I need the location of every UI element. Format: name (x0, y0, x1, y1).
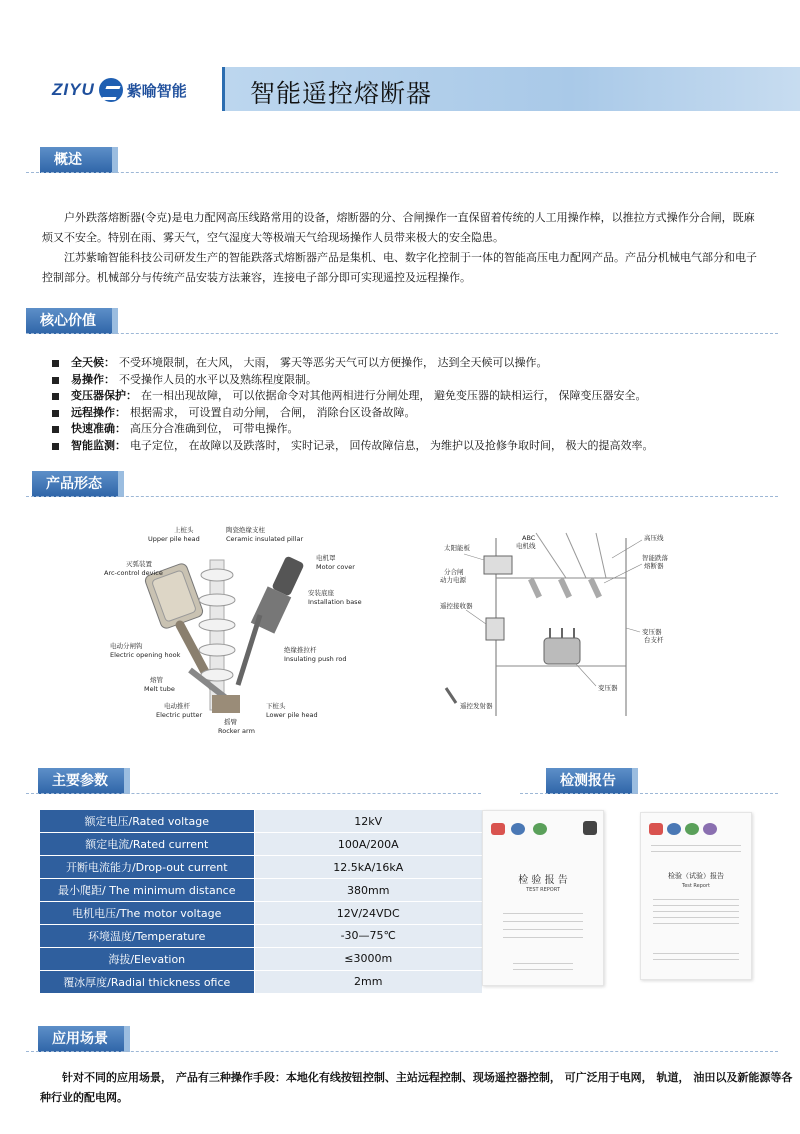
overview-text (42, 208, 762, 288)
svg-text:Electric opening hook: Electric opening hook (110, 651, 181, 659)
svg-text:电机线: 电机线 (516, 542, 536, 550)
parameter-table (40, 810, 482, 994)
svg-text:电动分闸钩: 电动分闸钩 (110, 642, 143, 650)
svg-text:Lower pile head: Lower pile head (266, 711, 318, 719)
param-value: 2mm (254, 970, 482, 993)
core-value-text: 不受环境限制，在大风， 大雨， 雾天等恶劣天气可以方便操作， 达到全天候可以操作。 (119, 356, 548, 369)
section-heading-product-form: 产品形态 (32, 471, 118, 497)
param-value: ≤3000m (254, 947, 482, 970)
bullet-square-icon (52, 393, 59, 400)
page-title: 智能遥控熔断器 (250, 79, 433, 108)
param-value: 380mm (254, 879, 482, 902)
section-divider (26, 496, 778, 497)
section-divider (26, 1051, 778, 1052)
test-report-right (640, 812, 752, 980)
report-subtitle: TEST REPORT (526, 887, 560, 893)
param-key: 覆冰厚度/Radial thickness ofice (40, 970, 254, 993)
page-header (0, 63, 800, 113)
svg-text:下桩头: 下桩头 (266, 702, 286, 710)
core-value-item (52, 421, 772, 438)
section-heading-overview: 概述 (40, 147, 112, 173)
cma-badge-icon (491, 823, 505, 835)
table-row (40, 833, 482, 856)
svg-text:智能跌落: 智能跌落 (642, 554, 668, 562)
svg-text:灭弧装置: 灭弧装置 (126, 560, 152, 568)
core-value-item (52, 438, 772, 455)
svg-text:变压器: 变压器 (598, 684, 618, 692)
svg-text:Melt tube: Melt tube (144, 685, 175, 693)
core-value-text: 电子定位， 在故障以及跌落时， 实时记录， 回传故障信息， 为维护以及抢修争取时间， 极大的提高效率。 (130, 438, 654, 452)
overview-paragraph-2: 江苏紫喻智能科技公司研发生产的智能跌落式熔断器产品是集机、电、数字化控制于一体的智能高压电力配网产品。产品分机械电气部分和电子控制部分。机械部分与传统产品安装方法兼容，连接电子部分即可实现遥控及远程操作。 (42, 251, 757, 284)
table-row (40, 879, 482, 902)
table-row (40, 902, 482, 925)
svg-text:变压器: 变压器 (642, 628, 662, 636)
test-report-left (482, 810, 604, 986)
logo-chinese: 紫喻智能 (126, 81, 187, 100)
overview-paragraph-1: 户外跌落熔断器(令克)是电力配网高压线路常用的设备，熔断器的分、合闸操作一直保留着传统的人工用操作棒，以推拉方式操作分合闸，既麻烦又不安全。特别在雨、雾天气，空气湿度大等极端天气给现场操作人员带来极大的安全隐患。 (42, 211, 755, 244)
section-divider (26, 172, 778, 173)
core-value-term: 智能监测： (71, 438, 126, 452)
product-structure-diagram (100, 520, 370, 742)
report-title: 检验（试验）报告 (668, 872, 724, 880)
svg-text:陶瓷绝缘支柱: 陶瓷绝缘支柱 (226, 526, 265, 534)
svg-text:太阳能板: 太阳能板 (444, 544, 470, 552)
svg-text:Motor cover: Motor cover (316, 563, 355, 571)
ilac-badge-icon (533, 823, 547, 835)
svg-text:ABC: ABC (522, 534, 536, 542)
title-bar (222, 67, 800, 111)
section-divider (520, 793, 778, 794)
param-value: 12kV (254, 810, 482, 833)
table-row (40, 947, 482, 970)
param-key: 环境温度/Temperature (40, 924, 254, 947)
svg-text:Ceramic insulated pillar: Ceramic insulated pillar (226, 535, 304, 543)
param-value: -30—75℃ (254, 924, 482, 947)
param-key: 海拔/Elevation (40, 947, 254, 970)
report-subtitle: Test Report (681, 883, 710, 889)
core-value-list (52, 355, 772, 454)
svg-text:熔管: 熔管 (150, 676, 163, 684)
table-row (40, 810, 482, 833)
cert-badge-icon (703, 823, 717, 835)
param-value: 12V/24VDC (254, 902, 482, 925)
section-heading-core-value: 核心价值 (26, 308, 112, 334)
core-value-text: 根据需求， 可设置自动分闸， 合闸， 消除台区设备故障。 (130, 405, 416, 419)
ilac-badge-icon (685, 823, 699, 835)
core-value-text: 不受操作人员的水平以及熟练程度限制。 (119, 372, 317, 386)
param-key: 额定电压/Rated voltage (40, 810, 254, 833)
core-value-term: 变压器保护： (71, 389, 137, 402)
core-value-item (52, 388, 772, 405)
core-value-term: 全天候： (71, 356, 115, 369)
company-logo (52, 77, 202, 103)
svg-text:电动推杆: 电动推杆 (164, 702, 190, 710)
svg-text:Arc-control device: Arc-control device (104, 569, 163, 577)
section-divider (26, 333, 778, 334)
param-value: 100A/200A (254, 833, 482, 856)
table-row (40, 924, 482, 947)
svg-text:台支杆: 台支杆 (644, 636, 664, 644)
svg-text:Upper pile head: Upper pile head (148, 535, 200, 543)
application-text (40, 1068, 796, 1108)
core-value-item (52, 372, 772, 389)
svg-text:摇臂: 摇臂 (224, 718, 237, 726)
svg-text:Installation base: Installation base (308, 598, 362, 606)
svg-text:Insulating push rod: Insulating push rod (284, 655, 347, 663)
svg-text:安装底座: 安装底座 (308, 589, 334, 597)
svg-text:动力电源: 动力电源 (440, 576, 466, 584)
param-key: 开断电流能力/Drop-out current (40, 856, 254, 879)
table-row (40, 856, 482, 879)
cma-badge-icon (649, 823, 663, 835)
section-divider (26, 793, 481, 794)
core-value-item (52, 355, 772, 372)
core-value-term: 易操作： (71, 372, 115, 386)
svg-text:熔断器: 熔断器 (644, 562, 664, 570)
svg-text:Electric putter: Electric putter (156, 711, 203, 719)
bullet-square-icon (52, 426, 59, 433)
svg-text:绝缘推拉杆: 绝缘推拉杆 (284, 646, 317, 654)
bullet-square-icon (52, 410, 59, 417)
cnas-badge-icon (511, 823, 525, 835)
core-value-text: 在一相出现故障， 可以依据命令对其他两相进行分闸处理， 避免变压器的缺相运行， 保障变压器安全。 (141, 389, 647, 402)
qr-code-icon (583, 821, 597, 835)
logo-english: ZIYU (52, 80, 95, 99)
svg-text:高压线: 高压线 (644, 534, 664, 542)
bullet-square-icon (52, 360, 59, 367)
svg-text:遥控接收器: 遥控接收器 (440, 602, 473, 610)
section-heading-application: 应用场景 (38, 1026, 124, 1052)
param-value: 12.5kA/16kA (254, 856, 482, 879)
svg-text:上桩头: 上桩头 (174, 526, 194, 534)
bullet-square-icon (52, 377, 59, 384)
core-value-text: 高压分合准确到位， 可带电操作。 (130, 422, 299, 435)
param-key: 最小爬距/ The minimum distance (40, 879, 254, 902)
logo-mark-icon (99, 78, 123, 102)
section-heading-reports: 检测报告 (546, 768, 632, 794)
core-value-term: 远程操作： (71, 405, 126, 419)
param-key: 额定电流/Rated current (40, 833, 254, 856)
core-value-item (52, 405, 772, 422)
table-row (40, 970, 482, 993)
svg-text:遥控发射器: 遥控发射器 (460, 702, 493, 710)
param-key: 电机电压/The motor voltage (40, 902, 254, 925)
cnas-badge-icon (667, 823, 681, 835)
svg-text:电机罩: 电机罩 (316, 554, 336, 562)
svg-text:Rocker arm: Rocker arm (218, 727, 255, 735)
report-title: 检 验 报 告 (518, 875, 568, 886)
section-heading-params: 主要参数 (38, 768, 124, 794)
svg-text:分合闸: 分合闸 (444, 568, 464, 576)
installation-diagram (436, 528, 672, 718)
core-value-term: 快速准确： (71, 422, 126, 435)
bullet-square-icon (52, 443, 59, 450)
application-paragraph: 针对不同的应用场景， 产品有三种操作手段：本地化有线按钮控制、主站远程控制、现场遥控器控制， 可广泛用于电网， 轨道， 油田以及新能源等各种行业的配电网。 (40, 1071, 793, 1104)
